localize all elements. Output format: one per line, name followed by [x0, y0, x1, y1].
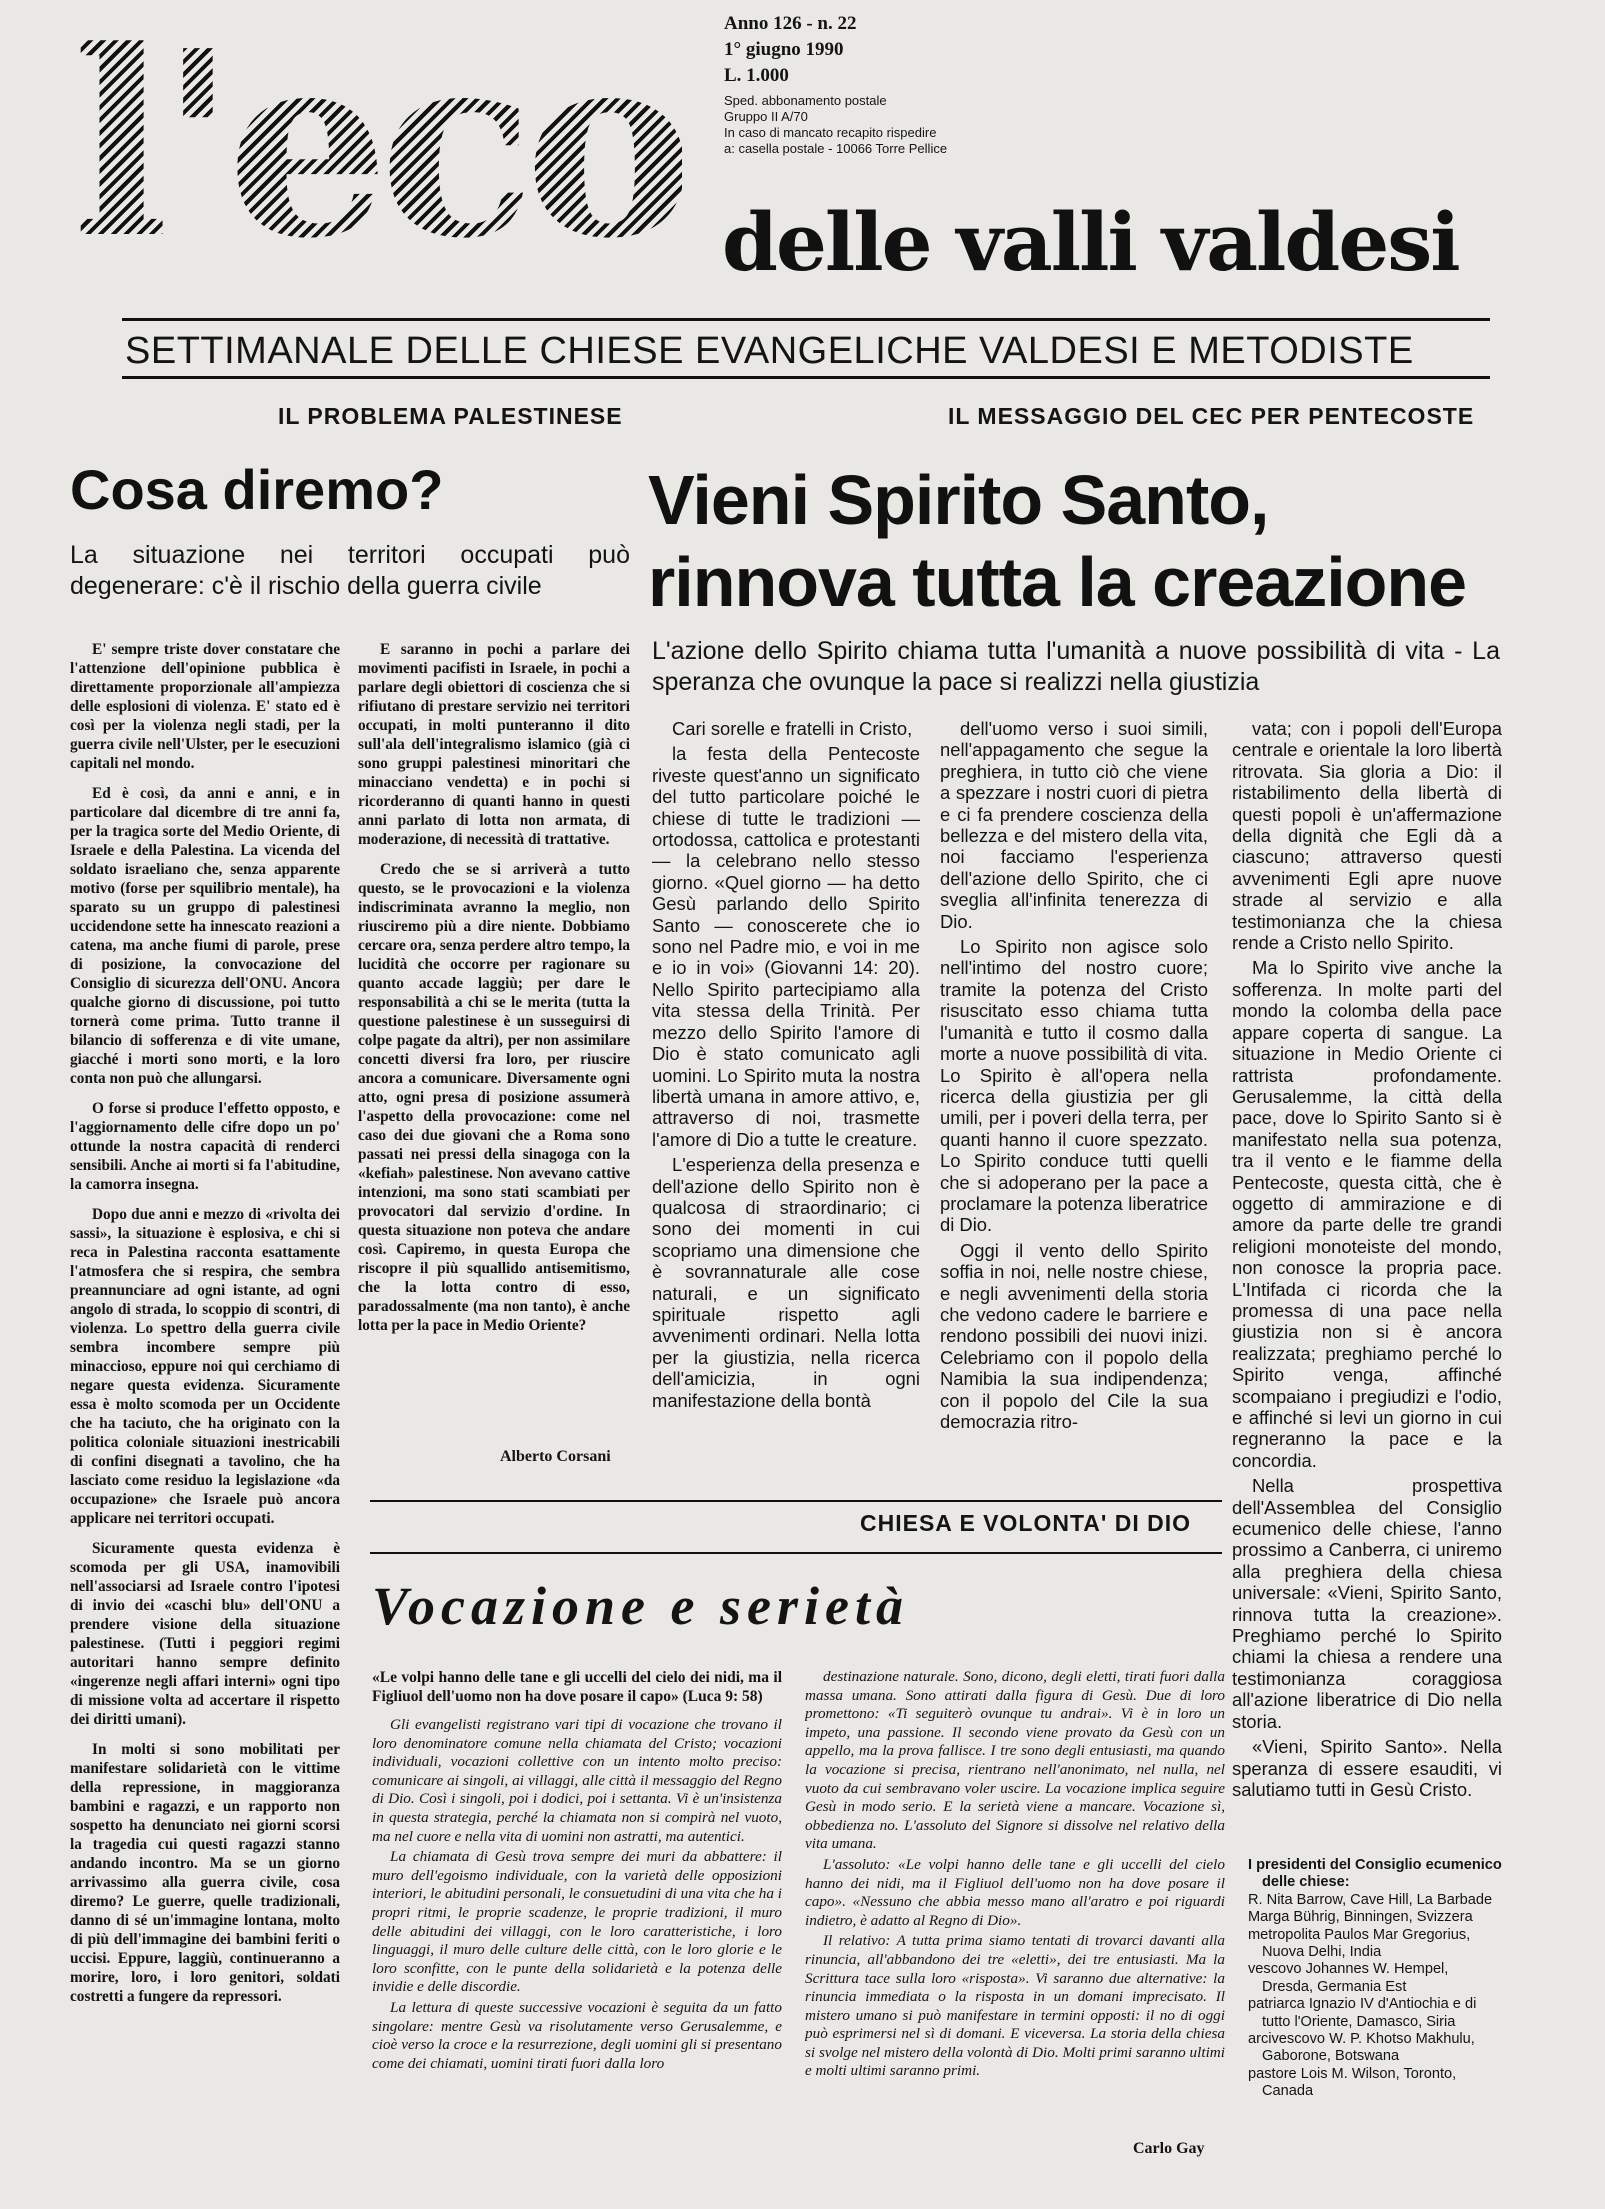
issue-price: L. 1.000	[724, 65, 789, 86]
presidents-title: I presidenti del Consiglio ecumenico delle chiese:	[1248, 1857, 1502, 1891]
paragraph: L'esperienza della presenza e dell'azione dello Spirito non è qualcosa di straordinario; ci sono dei momenti in cui scopriamo una dimensione che è sovrannaturale alle cose naturali, e un significato spirituale rispetto agli avvenimenti ordinari. Nella lotta per la giustizia, nella ricerca dell'amicizia, in ogni manifestazione della bontà	[652, 1154, 920, 1411]
list-item: vescovo Johannes W. Hempel, Dresda, Germania Est	[1248, 1961, 1449, 1995]
paragraph: Credo che se si arriverà a tutto questo, se le provocazioni e la violenza indiscriminata avranno la meglio, non riusciremo più a dire niente. Dobbiamo cercare ora, senza perdere altro tempo, la lucidità che occorre per ragionare su quanto accade laggiù; per dare le responsabilità a chi se le merita (tutta la questione palestinese è un susseguirsi di colpe pagate da altri), per non assimilare concetti diversi fra loro, per riuscire ancora a comunicare. Diversamente ogni atto, ogni presa di posizione assumerà l'aspetto della provocazione: come nel caso dei due giovani che a Roma sono passati nei pressi della sinagoga con la «kefiah» palestinese. Non avevano cattive intenzioni, ma sono stati scambiati per provocatori dal servizio d'ordine. In questa situazione non poteva che andare così. Capiremo, in questa Europa che riscopre il più squallido antisemitismo, che la lotta contro di esso, paradossalmente (ma non tanto), è anche lotta per la pace in Medio Oriente?	[358, 861, 630, 1334]
newspaper-name: delle valli valdesi	[722, 195, 1459, 289]
postal-line: a: casella postale - 10066 Torre Pellice	[724, 141, 948, 156]
tagline: SETTIMANALE DELLE CHIESE EVANGELICHE VALDESI E METODISTE	[125, 330, 1414, 372]
paragraph: la festa della Pentecoste riveste quest'anno un significato del tutto particolare poiché le chiese di tutte le tradizioni — ortodossa, cattolica e protestanti — la celebrano nello stesso giorno. «Quel giorno — ha detto Gesù parlando dello Spirito Santo — conoscerete che io sono nel Padre mio, e voi in me e io in voi» (Giovanni 14: 20). Nello Spirito partecipiamo alla vita stessa della Trinità. Per mezzo dello Spirito l'amore di Dio è stato comunicato agli uomini. Lo Spirito muta la nostra libertà umana in amore attivo, e, attraverso di noi, trasmette l'amore di Dio a tutte le creature.	[652, 743, 920, 1150]
issue-date: 1° giugno 1990	[724, 39, 844, 60]
left-article-author: Alberto Corsani	[500, 1448, 611, 1465]
bottom-article-column-2	[805, 1668, 1225, 2136]
paragraph: destinazione naturale. Sono, dicono, degli eletti, tirati fuori dalla massa umana. Sono attirati dalla figura di Gesù. Due di loro promettono: «Ti seguiterò ovunque tu andrai». Vi è in loro un impeto, una passione. Il secondo viene provato da Gesù con un appello, ma la prova fallisce. I tre sono degli entusiasti, ma quando la vocazione si precisa, rientrano nell'anonimato, nel nulla, nel vuoto da cui sembravano voler uscire. La vocazione implica seguire Gesù in modo serio. E la serietà viene a mancare. Vocazione sì, obbedienza no. L'assoluto del Signore si dissolve nel relativo della vita umana.	[805, 1668, 1225, 1853]
left-article-column-1	[70, 640, 340, 2205]
paragraph: Gli evangelisti registrano vari tipi di vocazione che trovano il loro denominatore comune nella chiamata del Cristo; vocazioni individuali, vocazioni collettive con un intento molto preciso: comunicare ai singoli, ai villaggi, alle città il messaggio del Regno di Dio. Così i singoli, poi i dodici, poi i settanta. Vi è un'insistenza in questa strategia, perché la chiamata non si compirà nel vuoto, ma nel cuore e nella vita di uomini non astratti, ma autentici.	[372, 1716, 782, 1845]
bottom-article-author: Carlo Gay	[1133, 2140, 1205, 2157]
paragraph: Il relativo: A tutta prima siamo tentati di trovarci davanti alla rinuncia, all'abbandono dei tre «eletti», dei tre entusiasti. Ma la Scrittura tace sulla loro «risposta». Vi saranno due alternative: la rinuncia immediata o la risposta in un domani imprecisato. Il mistero umano si può manifestare in termini opposti: il no di oggi può esprimersi nel sì di domani. E viceversa. La storia della chiesa si svolge nel mistero della volontà di Dio. Molti primi saranno ultimi e molti ultimi saranno primi.	[805, 1932, 1225, 2080]
paragraph: L'assoluto: «Le volpi hanno delle tane e gli uccelli del cielo hanno dei nidi, ma il Figliuol dell'uomo non ha dove posare il capo». «Nessuno che abbia messo mano all'aratro e poi riguardi indietro, è adatto al Regno di Dio».	[805, 1855, 1225, 1929]
kicker-main: IL MESSAGGIO DEL CEC PER PENTECOSTE	[948, 403, 1475, 429]
main-article-column-2	[940, 718, 1208, 1488]
main-article-deck: L'azione dello Spirito chiama tutta l'umanità a nuove possibilità di vita - La speranza che ovunque la pace si realizzi nella giustizia	[652, 637, 1500, 696]
paragraph: dell'uomo verso i suoi simili, nell'appagamento che segue la preghiera, in tutto ciò che viene a spezzare i nostri cuori di pietra e ci fa prendere coscienza della bellezza e del mistero della vita, noi facciamo l'esperienza dell'azione dello Spirito, che ci sveglia all'infinita tenerezza di Dio.	[940, 718, 1208, 932]
list-item: Marga Bührig, Binningen, Svizzera	[1248, 1909, 1473, 1926]
issue-number: Anno 126 - n. 22	[724, 13, 857, 34]
paragraph: Ed è così, da anni e anni, e in particolare dal dicembre di tre anni fa, per la tragica sorte del Medio Oriente, di Israele e della Palestina. La vicenda del soldato israeliano che, senza apparente motivo (forse per squilibrio mentale), ha sparato su un gruppo di palestinesi uccidendone sette ha innescato reazioni a catena, ma anche fiumi di parole, prese di posizione, la convocazione del Consiglio di sicurezza dell'ONU. Ancora qualche giorno di discussione, poi tutto tornerà come prima. Tutto tranne il bilancio di sofferenza e di vite umane, giacché i morti sono morti, e la loro conta non può che allungarsi.	[70, 785, 340, 1087]
list-item: arcivescovo W. P. Khotso Makhulu, Gaborone, Botswana	[1248, 2031, 1475, 2065]
paragraph: Nella prospettiva dell'Assemblea del Consiglio ecumenico delle chiese, l'anno prossimo a Canberra, ci uniremo alla preghiera della chiesa universale: «Vieni, Spirito Santo, rinnova tutta la creazione». Preghiamo perché lo Spirito chiami la chiesa a rendere una testimonianza coraggiosa all'azione liberatrice di Dio nella storia.	[1232, 1475, 1502, 1732]
masthead-rule-bottom	[122, 376, 1490, 379]
epigraph-quote: «Le volpi hanno delle tane e gli uccelli del cielo dei nidi, ma il Figliuol dell'uomo non ha dove posare il capo» (Luca 9: 58)	[372, 1669, 782, 1705]
bottom-article-rule-bottom	[370, 1552, 1222, 1554]
main-title-line2: rinnova tutta la creazione	[648, 543, 1467, 621]
kicker-left: IL PROBLEMA PALESTINESE	[278, 403, 623, 429]
bottom-article-title: Vocazione e serietà	[372, 1576, 909, 1636]
main-article-column-3	[1232, 718, 1502, 1833]
main-title-line1: Vieni Spirito Santo,	[648, 461, 1269, 539]
paragraph: Ma lo Spirito vive anche la sofferenza. In molte parti del mondo la colomba della pace appare coperta di sangue. La situazione in Medio Oriente ci rattrista profondamente. Gerusalemme, la città della pace, dove lo Spirito Santo si è manifestato nella sua potenza, tra il vento e le fiamme della Pentecoste, questa città, che è oggetto di ammirazione e di amore da parte delle tre grandi religioni monoteiste del mondo, non conosce la propria pace. L'Intifada ci ricorda che la promessa di una pace nella giustizia non si è ancora realizzata; preghiamo perché lo Spirito venga, affinché scompaiano i pregiudizi e l'odio, e affinché si levi un giorno in cui regneranno la pace e la concordia.	[1232, 957, 1502, 1471]
paragraph: In molti si sono mobilitati per manifestare solidarietà con le vittime della repressione, in maggioranza bambini e ragazzi, e un rapporto non sospetto ha denunciato nei giorni scorsi la tragedia cui questi ragazzi stanno andando incontro. Ma se un giorno arrivassimo alla guerra civile, cosa diremo? Le guerre, quelle tradizionali, danno di sé un'immagine lontana, molto di più dell'immagine dei bambini feriti o uccisi. Eppure, laggiù, continueranno a morire, loro, i loro genitori, soldati costretti a fungere da repressori.	[70, 1741, 340, 2005]
left-article-column-2	[358, 640, 630, 1460]
paragraph: La chiamata di Gesù trova sempre dei muri da abbattere: il muro dell'egoismo individuale, con la varietà delle opposizioni interiori, le abitudini personali, le consuetudini di una vita che ha i propri ritmi, le proprie scadenze, le proprie tradizioni, il muro delle abitudini dei villaggi, con le loro caratteristiche, i loro linguaggi, il muro delle culture delle città, con le loro glorie e le loro sconfitte, con le punte della solidarietà e la potenza delle invidie e delle discordie.	[372, 1848, 782, 1996]
postal-line: Sped. abbonamento postale	[724, 93, 887, 108]
main-article-column-1	[652, 718, 920, 1488]
paragraph: La lettura di queste successive vocazioni è seguita da un fatto singolare: mentre Gesù va risolutamente verso Gerusalemme, e cioè verso la croce e la resurrezione, degli uomini gli si presentano come dei chiamati, uomini tirati fuori dalla loro	[372, 1998, 782, 2072]
kicker-bottom: CHIESA E VOLONTA' DI DIO	[860, 1510, 1192, 1536]
paragraph: Lo Spirito non agisce solo nell'intimo del nostro cuore; tramite la potenza del Cristo risuscitato esso chiama tutta l'umanità e tutto il cosmo dalla morte a nuove possibilità di vita. Lo Spirito è all'opera nella ricerca della giustizia per gli umili, per i poveri della terra, per quanti hanno il cuore spezzato. Lo Spirito conduce tutti quelli che si adoperano per la pace a proclamare la potenza liberatrice di Dio.	[940, 936, 1208, 1236]
masthead-logo: l'eco	[72, 18, 682, 308]
paragraph: vata; con i popoli dell'Europa centrale e orientale la loro libertà ritrovata. Sia gloria a Dio: il ristabilimento della libertà di questi popoli è un'affermazione della dignità che Egli dà a ciascuno; attraverso questi avvenimenti Egli apre nuove strade al servizio e alla testimonianza che la chiesa rende a Cristo nello Spirito.	[1232, 718, 1502, 954]
list-item: R. Nita Barrow, Cave Hill, La Barbade	[1248, 1891, 1493, 1908]
list-item: metropolita Paulos Mar Gregorius, Nuova Delhi, India	[1248, 1926, 1471, 1961]
paragraph: O forse si produce l'effetto opposto, e l'aggiornamento delle cifre dopo un po' ottunde la nostra capacità di renderci sensibili. Anche ai morti si fa l'abitudine, la camorra insegna.	[70, 1100, 340, 1193]
paragraph: Dopo due anni e mezzo di «rivolta dei sassi», la situazione è esplosiva, e chi si reca in Palestina racconta esattamente l'atmosfera che si respira, che sembra preannunciare ad ogni istante, ad ogni angolo di strada, lo scoppio di scontri, di violenza. Lo spettro della guerra civile sembra incombere sempre più minaccioso, eppure noi qui cerchiamo di negare questa evidenza. Sicuramente essa è molto scomoda per un Occidente che ha taciuto, che ha originato con la politica coloniale situazioni inestricabili di confini disegnati a tavolino, che ha lasciato come residuo la legislazione «da occupazione» che Israele può ancora applicare nei territori occupati.	[70, 1206, 340, 1527]
paragraph: Oggi il vento dello Spirito soffia in noi, nelle nostre chiese, e negli avvenimenti della storia che vedono cadere le barriere e rendono possibili dei nuovi inizi. Celebriamo con il popolo della Namibia la sua indipendenza; con il popolo del Cile la sua democrazia ritro-	[940, 1239, 1208, 1432]
left-article-deck: La situazione nei territori occupati può degenerare: c'è il rischio della guerra civile	[70, 541, 630, 600]
paragraph: «Vieni, Spirito Santo». Nella speranza di essere esauditi, vi salutiamo tutti in Gesù Cristo.	[1232, 1736, 1502, 1800]
paragraph: E saranno in pochi a parlare dei movimenti pacifisti in Israele, in pochi a parlare degli obiettori di coscienza che si rifiutano di prestare servizio nei territori occupati, in molti punteranno il dito sull'ala dell'integralismo islamico (già ci sono gruppi palestinesi minoritari che minacciano vendetta) e in pochi si ricorderanno di quanti hanno in questi anni parlato di lotta non armata, di moderazione, di necessità di trattative.	[358, 641, 630, 848]
presidents-list	[1248, 1857, 1502, 2192]
list-item: pastore Lois M. Wilson, Toronto, Canada	[1248, 2065, 1457, 2100]
paragraph: Cari sorelle e fratelli in Cristo,	[672, 718, 913, 739]
list-item: patriarca Ignazio IV d'Antiochia e di tutto l'Oriente, Damasco, Siria	[1248, 1996, 1477, 2030]
paragraph: Sicuramente questa evidenza è scomoda per gli USA, inamovibili nell'associarsi ad Israele contro l'ipotesi di invio dei «caschi blu» dell'ONU a prendere visione della situazione palestinese. (Tutti i peggiori regimi autoritari hanno sempre definito «ingerenze negli affari interni» ogni tipo di missione volta ad accertare il rispetto dei diritti umani).	[70, 1540, 340, 1728]
postal-line: Gruppo II A/70	[724, 109, 808, 124]
left-article-title: Cosa diremo?	[70, 458, 444, 521]
paragraph: E' sempre triste dover constatare che l'attenzione dell'opinione pubblica è direttamente proporzionale all'ampiezza delle esplosioni di violenza. E' stato ed è così per la violenza negli stadi, per la guerra civile nell'Ulster, per le esecuzioni capitali nel mondo.	[70, 641, 340, 772]
bottom-article-rule-top	[370, 1500, 1222, 1502]
bottom-article-column-1	[372, 1668, 782, 2166]
postal-line: In caso di mancato recapito rispedire	[724, 125, 937, 140]
masthead-rule-top	[122, 318, 1490, 321]
bottom-article-body-1	[372, 1716, 782, 2166]
